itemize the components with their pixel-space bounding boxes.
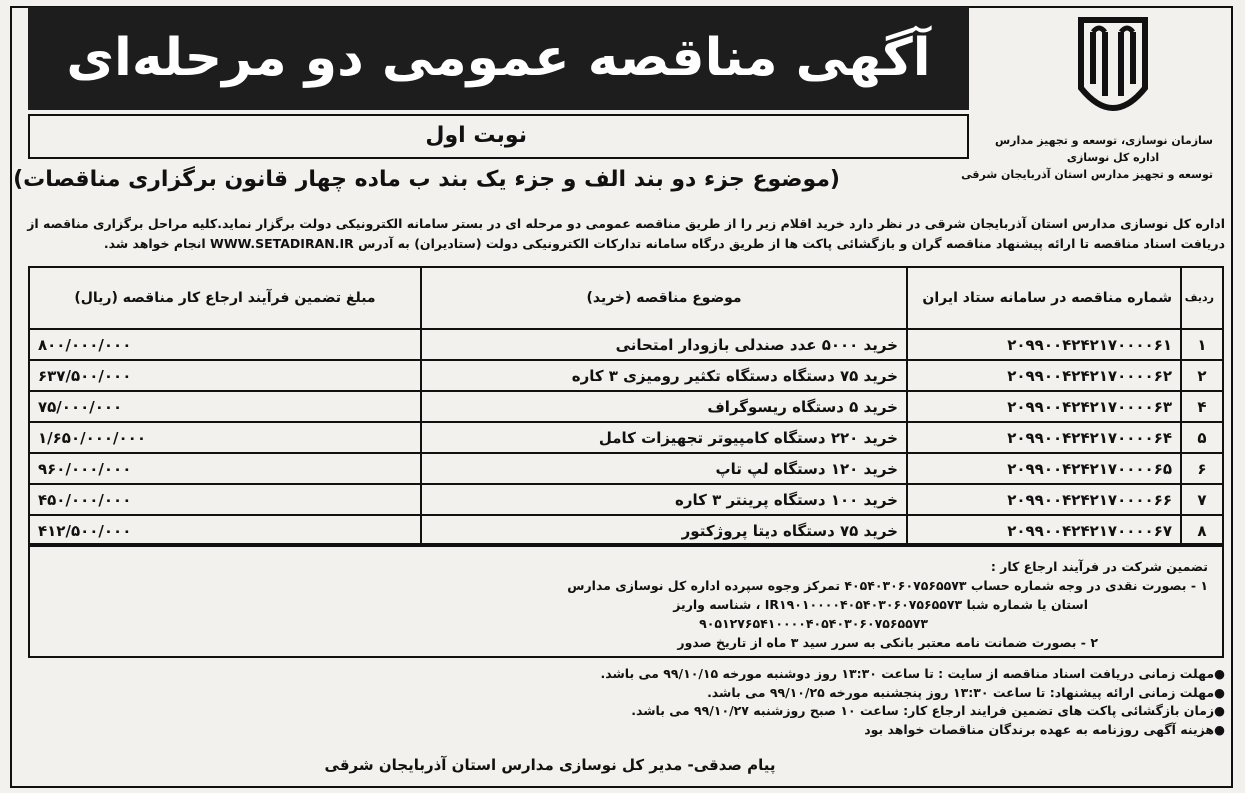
row-number: ۲۰۹۹۰۰۴۲۴۲۱۷۰۰۰۰۶۵ (907, 453, 1181, 484)
row-amount: ۴۱۲/۵۰۰/۰۰۰ (29, 515, 421, 546)
guarantee-box (28, 543, 1224, 658)
row-number: ۲۰۹۹۰۰۴۲۴۲۱۷۰۰۰۰۶۳ (907, 391, 1181, 422)
header-number: شماره مناقصه در سامانه ستاد ایران (907, 267, 1181, 329)
row-index: ۷ (1181, 484, 1223, 515)
table-row (29, 453, 1223, 484)
header-index: ردیف (1181, 267, 1223, 329)
guarantee-item: ۱ - بصورت نقدی در وجه شماره حساب ۴۰۵۴۰۳۰۶۰۷۵۶۵۵۷۳ تمرکز وجوه سپرده اداره کل نوسازی مدارس (567, 578, 1208, 593)
row-amount: ۹۶۰/۰۰۰/۰۰۰ (29, 453, 421, 484)
row-amount: ۴۵۰/۰۰۰/۰۰۰ (29, 484, 421, 515)
row-number: ۲۰۹۹۰۰۴۲۴۲۱۷۰۰۰۰۶۴ (907, 422, 1181, 453)
deadline-list (20, 665, 1225, 739)
row-amount: ۷۵/۰۰۰/۰۰۰ (29, 391, 421, 422)
row-index: ۲ (1181, 360, 1223, 391)
table-row (29, 422, 1223, 453)
deadline-item: ●مهلت زمانی ارائه پیشنهاد: تا ساعت ۱۳:۳۰ روز پنجشنبه مورخه ۹۹/۱۰/۲۵ می باشد. (707, 684, 1225, 700)
row-subject: خرید ۱۲۰ دستگاه لپ تاپ (421, 453, 907, 484)
row-subject: خرید ۷۵ دستگاه دستگاه تکثیر رومیزی ۳ کاره (421, 360, 907, 391)
guarantee-title: تضمین شرکت در فرآیند ارجاع کار : (990, 559, 1208, 574)
row-subject: خرید ۲۲۰ دستگاه کامپیوتر تجهیزات کامل (421, 422, 907, 453)
row-amount: ۶۳۷/۵۰۰/۰۰۰ (29, 360, 421, 391)
table-row (29, 360, 1223, 391)
row-index: ۵ (1181, 422, 1223, 453)
header-subject: موضوع مناقصه (خرید) (421, 267, 907, 329)
signature-line: پیام صدقی- مدیر کل نوسازی مدارس استان آذربایجان شرقی (324, 756, 776, 774)
tender-table (28, 266, 1224, 547)
table-row (29, 329, 1223, 360)
row-index: ۸ (1181, 515, 1223, 546)
organization-block (961, 12, 1213, 212)
row-number: ۲۰۹۹۰۰۴۲۴۲۱۷۰۰۰۰۶۱ (907, 329, 1181, 360)
deadline-item: ●زمان بازگشائی پاکت های تضمین فرایند ارجاع کار: ساعت ۱۰ صبح روزشنبه ۹۹/۱۰/۲۷ می باشد. (631, 703, 1225, 718)
guarantee-item: ۹۰۵۱۲۷۶۵۴۱۰۰۰۰۴۰۵۴۰۳۰۶۰۷۵۶۵۵۷۳ (699, 616, 928, 631)
deadline-item: ●هزینه آگهی روزنامه به عهده برندگان مناقصات خواهد بود (864, 721, 1225, 737)
row-index: ۱ (1181, 329, 1223, 360)
row-amount: ۸۰۰/۰۰۰/۰۰۰ (29, 329, 421, 360)
organization-name-line2: اداره کل نوسازی (1066, 151, 1160, 164)
row-subject: خرید ۵۰۰۰ عدد صندلی بازودار امتحانی (421, 329, 907, 360)
subject-line: (موضوع جزء دو بند الف و جزء یک بند ب ماده چهار قانون برگزاری مناقصات) (13, 167, 840, 192)
row-index: ۴ (1181, 391, 1223, 422)
organization-logo-icon (1073, 12, 1153, 132)
row-number: ۲۰۹۹۰۰۴۲۴۲۱۷۰۰۰۰۶۲ (907, 360, 1181, 391)
row-subject: خرید ۱۰۰ دستگاه پرینتر ۳ کاره (421, 484, 907, 515)
organization-name-line1: سازمان نوسازی، توسعه و تجهیز مدارس (995, 134, 1213, 147)
table-row (29, 391, 1223, 422)
round-label: نوبت اول (28, 114, 969, 159)
deadline-item: ●مهلت زمانی دریافت اسناد مناقصه از سایت : تا ساعت ۱۳:۳۰ روز دوشنبه مورخه ۹۹/۱۰/۱۵ می باشد. (600, 666, 1225, 681)
row-number: ۲۰۹۹۰۰۴۲۴۲۱۷۰۰۰۰۶۶ (907, 484, 1181, 515)
page-title: آگهی مناقصه عمومی دو مرحله‌ای (28, 7, 969, 110)
table-header-row (29, 267, 1223, 329)
row-index: ۶ (1181, 453, 1223, 484)
row-amount: ۱/۶۵۰/۰۰۰/۰۰۰ (29, 422, 421, 453)
table-row (29, 484, 1223, 515)
table-row (29, 515, 1223, 546)
intro-text (20, 214, 1225, 254)
guarantee-item: استان یا شماره شبا IR۱۹۰۱۰۰۰۰۴۰۵۴۰۳۰۶۰۷۵۶۵۵۷۳ ، شناسه واریز (673, 597, 1088, 612)
intro-line: دریافت اسناد مناقصه تا ارائه پیشنهاد مناقصه گران و بازگشائی پاکت ها از طریق درگاه سامانه تدارکات الکترونیکی دولت (ستادیران) به آدرس WWW.SETADIRAN.IR انجام خواهد شد. (103, 236, 1225, 251)
row-subject: خرید ۷۵ دستگاه دیتا پروژکتور (421, 515, 907, 546)
intro-line: اداره کل نوسازی مدارس استان آذربایجان شرقی در نظر دارد خرید اقلام زیر را از طریق مناقصه عمومی دو مرحله ای در بستر سامانه الکترونیکی دولت برگزار نماید.کلیه مراحل برگزاری مناقصه از (27, 216, 1225, 231)
guarantee-item: ۲ - بصورت ضمانت نامه معتبر بانکی به سرر سید ۳ ماه از تاریخ صدور (677, 635, 1098, 650)
header-amount: مبلغ تضمین فرآیند ارجاع کار مناقصه (ریال) (29, 267, 421, 329)
organization-name-line3: توسعه و تجهیز مدارس استان آذربایجان شرقی (961, 168, 1213, 181)
row-subject: خرید ۵ دستگاه ریسوگراف (421, 391, 907, 422)
row-number: ۲۰۹۹۰۰۴۲۴۲۱۷۰۰۰۰۶۷ (907, 515, 1181, 546)
